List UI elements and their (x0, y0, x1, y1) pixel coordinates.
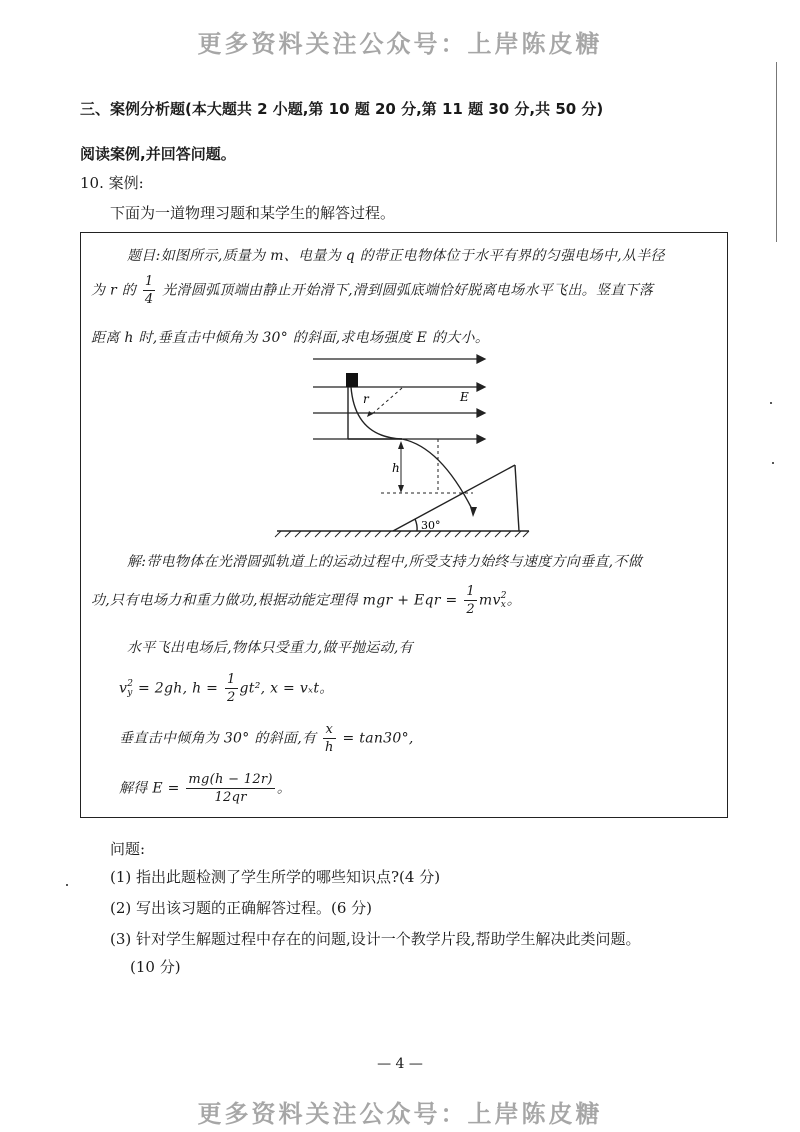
question-item-3-score: (10 分) (130, 958, 181, 976)
incline-surface (393, 465, 515, 531)
solution-line-3: 水平飞出电场后,物体只受重力,做平抛运动,有 (127, 640, 413, 656)
solution-line-5 (119, 723, 414, 754)
solution-line-4 (119, 673, 334, 704)
scan-edge-line (776, 62, 777, 242)
field-arrow-1 (477, 355, 485, 363)
label-h: h (392, 461, 400, 475)
fraction-den: 12qr (214, 790, 247, 805)
watermark-bottom: 更多资料关注公众号：上岸陈皮糖 (197, 1100, 603, 1128)
watermark-top: 更多资料关注公众号：上岸陈皮糖 (197, 30, 603, 58)
scan-speck (770, 402, 772, 404)
label-angle: 30° (421, 519, 441, 532)
fraction-num: 1 (226, 672, 236, 687)
problem-line-2b: 光滑圆弧顶端由静止开始滑下,滑到圆弧底端恰好脱离电场水平飞出。竖直下落 (162, 282, 654, 299)
field-arrow-3 (477, 409, 485, 417)
solution-line-5a: 垂直击中倾角为 30° 的斜面,有 (119, 730, 317, 747)
solution-line-2-end: 。 (506, 592, 522, 609)
solution-line-4c: gt², x = vₓt。 (239, 680, 334, 697)
problem-line-3: 距离 h 时,垂直击中倾角为 30° 的斜面,求电场强度 E 的大小。 (91, 330, 490, 346)
solution-line-6b: 。 (276, 780, 292, 797)
solution-line-6 (119, 773, 291, 804)
fraction-x-over-h (323, 723, 336, 754)
page-number: — 4 — (377, 1056, 423, 1072)
radius-line (371, 388, 402, 415)
charged-block (346, 373, 358, 387)
solution-line-6a: 解得 E = (119, 780, 180, 797)
problem-line-2a: 为 r 的 (91, 282, 137, 299)
radius-arrowhead (367, 411, 373, 417)
question-label: 10. 案例: (80, 174, 144, 192)
solution-line-1: 解:带电物体在光滑圆弧轨道上的运动过程中,所受支持力始终与速度方向垂直,不做 (127, 554, 643, 570)
fraction-half-1 (464, 585, 477, 616)
problem-line-2 (91, 275, 653, 306)
solution-line-4b: = 2gh, h = (133, 680, 219, 697)
solution-line-2b: mv (478, 592, 501, 609)
h-arrow-top (398, 441, 404, 449)
fraction-den: 2 (226, 690, 236, 705)
fraction-num: 1 (144, 274, 154, 289)
fraction-num: mg(h − 12r) (188, 772, 273, 787)
questions-label: 问题: (110, 840, 146, 858)
read-instruction: 阅读案例,并回答问题。 (80, 145, 236, 163)
superscript-2: 2 (127, 678, 134, 689)
fraction-answer (186, 773, 274, 804)
question-item-3: (3) 针对学生解题过程中存在的问题,设计一个教学片段,帮助学生解决此类问题。 (110, 930, 641, 948)
question-item-2: (2) 写出该习题的正确解答过程。(6 分) (110, 899, 373, 917)
fraction-den: 4 (144, 292, 154, 307)
field-arrow-2 (477, 383, 485, 391)
superscript-2: 2 (500, 590, 507, 601)
subscript-x: x (500, 599, 507, 610)
section-title: 三、案例分析题(本大题共 2 小题,第 10 题 20 分,第 11 题 30 分,共 50 分) (80, 100, 604, 118)
scan-speck (66, 884, 68, 886)
scan-speck (772, 462, 774, 464)
field-arrow-4 (477, 435, 485, 443)
solution-line-2a: 功,只有电场力和重力做功,根据动能定理得 mgr + Eqr = (91, 592, 458, 609)
subscript-y: y (127, 687, 133, 698)
fraction-quarter (143, 275, 156, 306)
question-item-1: (1) 指出此题检测了学生所学的哪些知识点?(4 分) (110, 868, 441, 886)
fraction-den: 2 (466, 602, 475, 617)
physics-figure (81, 351, 729, 551)
label-E: E (460, 390, 469, 404)
problem-line-1: 题目:如图所示,质量为 m、电量为 q 的带正电物体位于水平有界的匀强电场中,从半径 (127, 248, 665, 264)
solution-line-4a: v (119, 680, 128, 697)
solution-line-2 (91, 585, 521, 616)
fraction-den: h (325, 740, 334, 755)
fraction-num: 1 (466, 584, 475, 599)
incline-back (515, 465, 519, 531)
h-arrow-bottom (398, 485, 404, 493)
case-intro: 下面为一道物理习题和某学生的解答过程。 (110, 204, 396, 222)
fraction-num: x (323, 723, 336, 739)
trajectory-arrowhead (470, 507, 477, 517)
angle-arc (415, 519, 417, 531)
label-r: r (363, 392, 369, 406)
solution-line-5b: = tan30°, (342, 730, 414, 747)
case-box (80, 232, 728, 818)
fraction-half-2 (225, 673, 238, 704)
